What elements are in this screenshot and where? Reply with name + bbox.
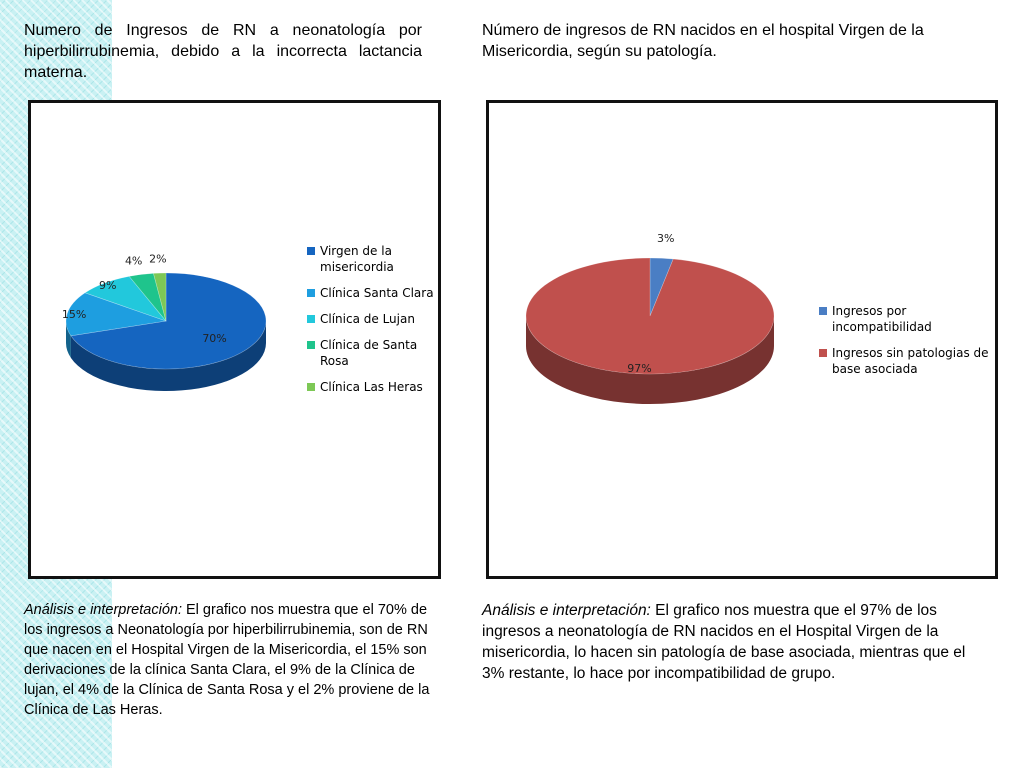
left-chart-legend <box>307 243 437 405</box>
pie-1-label-1: 97% <box>627 361 652 375</box>
left-analysis-label: Análisis e interpretación: <box>24 602 182 618</box>
right-analysis-text <box>482 600 982 684</box>
legend-1-label-0: Ingresos por incompatibilidad <box>832 304 932 334</box>
right-chart-legend <box>819 303 989 387</box>
pie-0-label-2: 9% <box>99 278 117 292</box>
legend-0-label-0: Virgen de la misericordia <box>320 244 394 274</box>
left-analysis-body: El grafico nos muestra que el 70% de los ingresos a Neonatología por hiperbilirrubinemia, son de RN que nacen en el Hospital Virgen de la Misericordia, el 15% son derivaciones de la clínica Santa Clara, el 9% de la Clínica de lujan, el 4% de la Clínica de Santa Rosa y el 2% proviene de la Clínica de Las Heras. <box>24 602 430 718</box>
left-chart-frame <box>28 100 441 579</box>
pie-0-label-3: 4% <box>124 254 143 268</box>
pie-0-label-4: 2% <box>149 252 167 266</box>
right-chart-frame <box>486 100 998 579</box>
legend-0-swatch-4 <box>307 383 315 391</box>
legend-0-item-0 <box>307 243 437 275</box>
pie-0-label-0: 70% <box>202 331 227 345</box>
pie-1-slice-1 <box>526 258 774 374</box>
legend-0-swatch-2 <box>307 315 315 323</box>
pie-1-label-0: 3% <box>657 232 675 246</box>
pie-0-label-1: 15% <box>61 308 87 322</box>
legend-0-label-2: Clínica de Lujan <box>320 312 415 326</box>
legend-0-item-4 <box>307 379 437 395</box>
legend-0-item-1 <box>307 285 437 301</box>
left-analysis-text <box>24 600 438 720</box>
legend-0-label-3: Clínica de Santa Rosa <box>320 338 418 368</box>
legend-0-swatch-3 <box>307 341 315 349</box>
right-analysis-label: Análisis e interpretación: <box>482 602 651 619</box>
legend-0-label-4: Clínica Las Heras <box>320 380 423 394</box>
right-chart-title: Número de ingresos de RN nacidos en el hospital Virgen de la Misericordia, según su patología. <box>482 22 924 60</box>
legend-0-item-2 <box>307 311 437 327</box>
right-analysis-body: El grafico nos muestra que el 97% de los ingresos a neonatología de RN nacidos en el Hospital Virgen de la misericordia, lo hacen sin patología de base asociada, mientras que el 3% restante, lo hace por incompatibilidad de grupo. <box>482 602 966 682</box>
legend-0-label-1: Clínica Santa Clara <box>320 286 434 300</box>
legend-0-swatch-0 <box>307 247 315 255</box>
legend-1-swatch-0 <box>819 307 827 315</box>
legend-1-item-1 <box>819 345 989 377</box>
legend-0-item-3 <box>307 337 437 369</box>
left-chart-title: Numero de Ingresos de RN a neonatología por hiperbilirrubinemia, debido a la incorrecta lactancia materna. <box>24 22 422 81</box>
legend-0-swatch-1 <box>307 289 315 297</box>
legend-1-swatch-1 <box>819 349 827 357</box>
legend-1-item-0 <box>819 303 989 335</box>
legend-1-label-1: Ingresos sin patologias de base asociada <box>832 346 989 376</box>
